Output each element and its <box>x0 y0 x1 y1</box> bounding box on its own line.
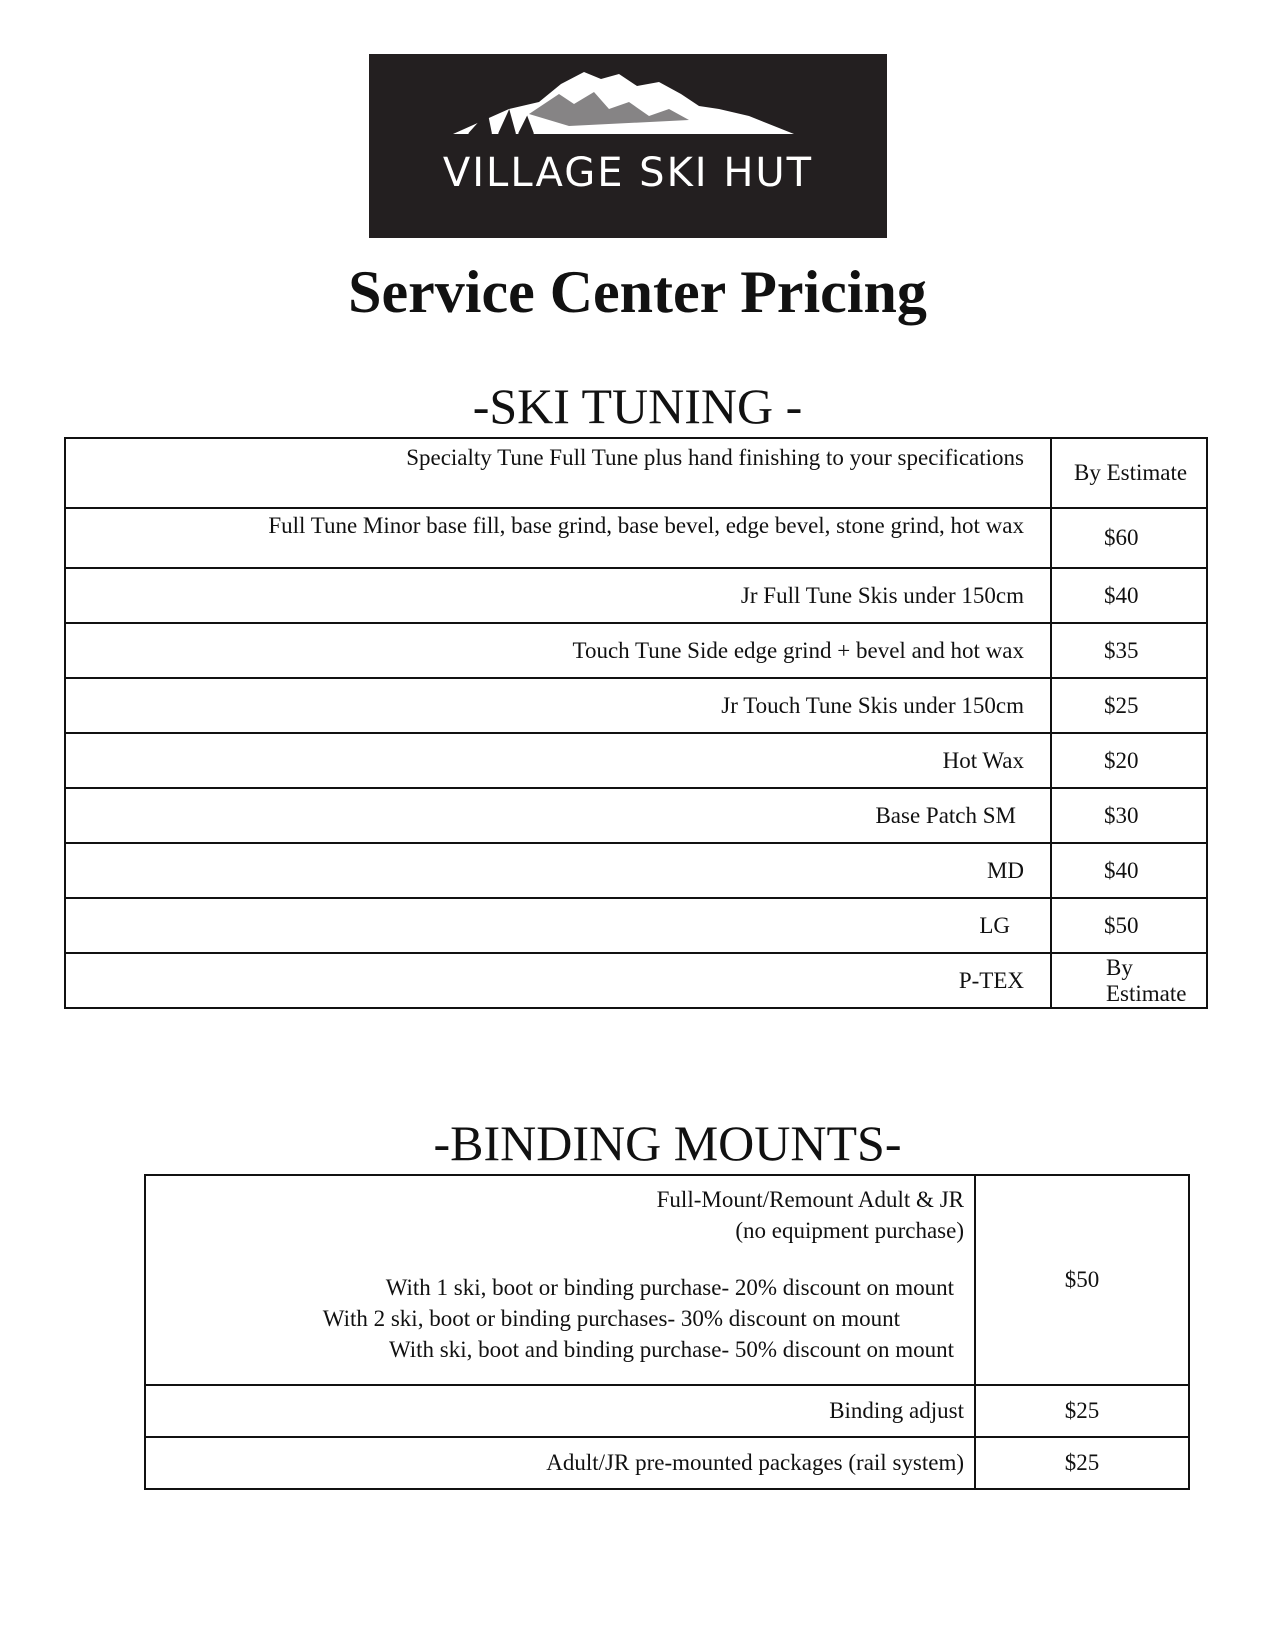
service-label: Binding adjust <box>145 1385 975 1437</box>
logo-text: VILLAGE SKI HUT <box>442 150 814 196</box>
mount-line: (no equipment purchase) <box>735 1218 964 1243</box>
mount-line: Full-Mount/Remount Adult & JR <box>656 1187 964 1212</box>
binding-mounts-table <box>144 1174 1190 1490</box>
table-row <box>65 898 1207 953</box>
service-label: Hot Wax <box>65 733 1051 788</box>
service-label: Specialty Tune Full Tune plus hand finishing to your specifications <box>65 438 1051 508</box>
service-price: $25 <box>975 1385 1189 1437</box>
service-label: P-TEX <box>65 953 1051 1008</box>
table-row <box>145 1175 1189 1385</box>
table-row <box>65 568 1207 623</box>
service-price: $25 <box>1051 678 1207 733</box>
service-label: Jr Full Tune Skis under 150cm <box>65 568 1051 623</box>
table-row <box>65 788 1207 843</box>
logo <box>369 54 887 238</box>
ski-tuning-table <box>64 437 1208 1009</box>
table-row <box>65 678 1207 733</box>
mount-description <box>145 1175 975 1385</box>
service-price: $40 <box>1051 843 1207 898</box>
service-price: $35 <box>1051 623 1207 678</box>
service-label: Touch Tune Side edge grind + bevel and hot wax <box>65 623 1051 678</box>
service-price: $20 <box>1051 733 1207 788</box>
service-label: LG <box>65 898 1051 953</box>
table-row <box>145 1437 1189 1489</box>
discount-line: With ski, boot and binding purchase- 50% discount on mount <box>388 1337 954 1362</box>
service-label: Base Patch SM <box>65 788 1051 843</box>
service-label: Full Tune Minor base fill, base grind, base bevel, edge bevel, stone grind, hot wax <box>65 508 1051 568</box>
table-row <box>65 953 1207 1008</box>
service-price: $50 <box>1051 898 1207 953</box>
table-row <box>65 733 1207 788</box>
mount-price: $50 <box>975 1175 1189 1385</box>
service-label: MD <box>65 843 1051 898</box>
table-row <box>65 843 1207 898</box>
service-price: $30 <box>1051 788 1207 843</box>
discount-line: With 1 ski, boot or binding purchase- 20% discount on mount <box>385 1275 954 1300</box>
service-price: By Estimate <box>1051 953 1207 1008</box>
table-row <box>65 508 1207 568</box>
spacer <box>146 1246 964 1272</box>
service-price: $40 <box>1051 568 1207 623</box>
ski-tuning-heading: -SKI TUNING - <box>472 378 803 434</box>
service-label: Jr Touch Tune Skis under 150cm <box>65 678 1051 733</box>
page-title: Service Center Pricing <box>348 259 927 325</box>
table-row <box>145 1385 1189 1437</box>
service-price: $25 <box>975 1437 1189 1489</box>
discount-line: With 2 ski, boot or binding purchases- 30% discount on mount <box>322 1306 900 1331</box>
service-price: $60 <box>1051 508 1207 568</box>
service-price: By Estimate <box>1051 438 1207 508</box>
service-label: Adult/JR pre-mounted packages (rail system) <box>145 1437 975 1489</box>
binding-mounts-heading: -BINDING MOUNTS- <box>433 1115 902 1171</box>
table-row <box>65 623 1207 678</box>
mountain-icon <box>369 54 887 238</box>
table-row <box>65 438 1207 508</box>
